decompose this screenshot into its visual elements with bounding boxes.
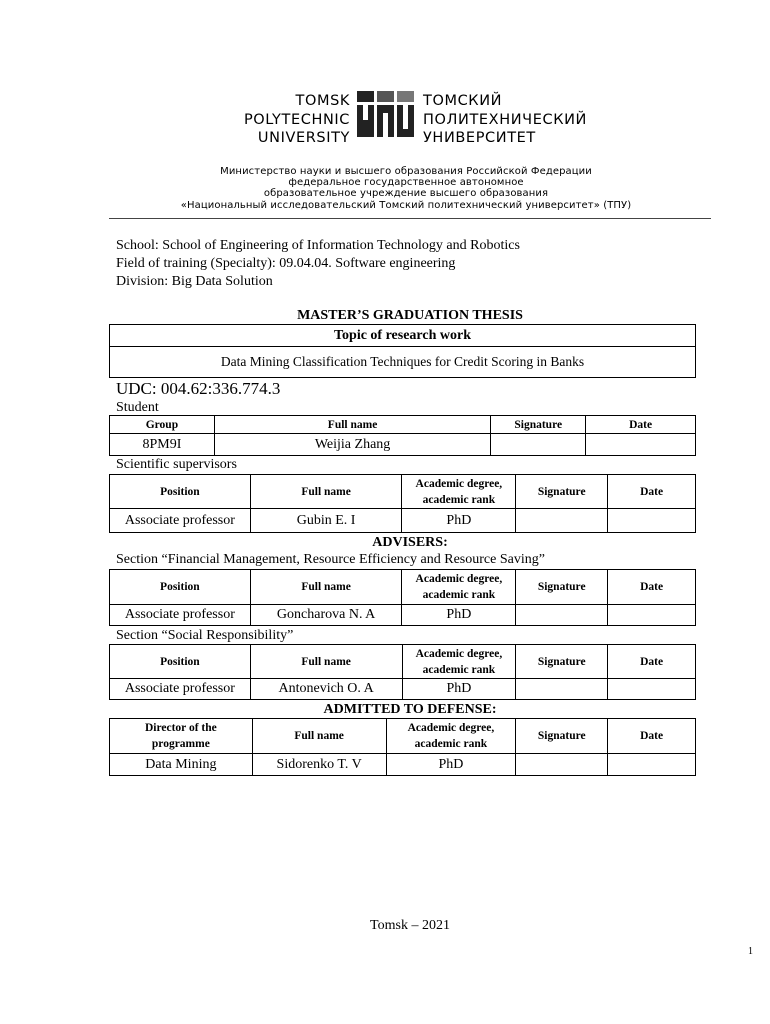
student-name: Weijia Zhang (214, 434, 490, 456)
adviser2-degree: PhD (402, 679, 516, 700)
header-date: Date (586, 416, 696, 434)
table-row (110, 605, 696, 626)
header-degree: Academic degree, academic rank (402, 475, 516, 509)
supervisor-name: Gubin E. I (250, 509, 402, 533)
ministry-line: Министерство науки и высшего образования Российской Федерации (220, 166, 592, 177)
header-group: Group (110, 416, 215, 434)
university-logo-icon (357, 91, 415, 139)
header-date: Date (608, 719, 696, 754)
student-label: Student (116, 400, 159, 415)
header-signature: Signature (516, 719, 608, 754)
student-group: 8PM9I (110, 434, 215, 456)
table-header-row (110, 475, 696, 509)
table-header-row (110, 719, 696, 754)
header-full-name: Full name (250, 475, 402, 509)
adviser1-position: Associate professor (110, 605, 251, 626)
student-signature (491, 434, 586, 456)
logo-line: УНИВЕРСИТЕТ (423, 130, 536, 146)
header-director: Director of the programme (110, 719, 253, 754)
page-number: 1 (748, 946, 753, 957)
advisers-title: ADVISERS: (372, 535, 448, 550)
logo-line: ПОЛИТЕХНИЧЕСКИЙ (423, 111, 587, 128)
supervisor-date (608, 509, 696, 533)
director-programme: Data Mining (110, 754, 253, 776)
ministry-line: «Национальный исследовательский Томский политехнический университет» (ТПУ) (180, 199, 632, 211)
adviser2-position: Associate professor (110, 679, 251, 700)
admitted-table (109, 718, 696, 776)
header-position: Position (110, 475, 251, 509)
topic-text: Data Mining Classification Techniques for Credit Scoring in Banks (220, 354, 585, 369)
table-header-row (110, 416, 696, 434)
header-signature: Signature (516, 570, 608, 605)
header-date: Date (608, 645, 696, 679)
adviser1-name: Goncharova N. A (250, 605, 402, 626)
adviser2-name: Antonevich O. A (250, 679, 402, 700)
supervisor-degree: PhD (402, 509, 516, 533)
director-signature (516, 754, 608, 776)
logo-text-en (200, 92, 350, 148)
division-line: Division: Big Data Solution (116, 274, 273, 289)
topic-box (109, 324, 696, 378)
ministry-line: федеральное государственное автономное (288, 177, 524, 189)
place-year: Tomsk – 2021 (370, 918, 450, 933)
thesis-title: MASTER’S GRADUATION THESIS (297, 308, 523, 323)
header-date: Date (608, 570, 696, 605)
school-line: School: School of Engineering of Information Technology and Robotics (116, 238, 520, 253)
adviser1-signature (516, 605, 608, 626)
field-line: Field of training (Specialty): 09.04.04. Software engineering (116, 256, 456, 271)
header-divider (109, 218, 711, 219)
header-full-name: Full name (250, 645, 402, 679)
director-date (608, 754, 696, 776)
logo-line: ТОМСКИЙ (423, 93, 503, 109)
header-full-name: Full name (250, 570, 402, 605)
logo-line: TOMSK (295, 93, 350, 109)
header-degree: Academic degree, academic rank (402, 645, 516, 679)
topic-label: Topic of research work (110, 325, 695, 347)
header-degree: Academic degree, academic rank (386, 719, 516, 754)
section1-label: Section “Financial Management, Resource Efficiency and Resource Saving” (116, 552, 545, 567)
section1-table (109, 569, 696, 626)
table-header-row (110, 645, 696, 679)
section2-label: Section “Social Responsibility” (116, 628, 294, 643)
header-date: Date (608, 475, 696, 509)
logo-line: UNIVERSITY (257, 130, 350, 146)
table-row (110, 509, 696, 533)
header-degree: Academic degree, academic rank (402, 570, 516, 605)
section2-table (109, 644, 696, 700)
logo-line: POLYTECHNIC (243, 111, 350, 128)
director-name: Sidorenko T. V (252, 754, 386, 776)
supervisors-table (109, 474, 696, 533)
table-row (110, 754, 696, 776)
adviser1-date (608, 605, 696, 626)
header-full-name: Full name (252, 719, 386, 754)
header-signature: Signature (491, 416, 586, 434)
header-full-name: Full name (214, 416, 490, 434)
header-position: Position (110, 570, 251, 605)
table-row (110, 434, 696, 456)
udc-code: UDC: 004.62:336.774.3 (116, 379, 281, 398)
supervisor-signature (516, 509, 608, 533)
header-position: Position (110, 645, 251, 679)
adviser1-degree: PhD (402, 605, 516, 626)
header-signature: Signature (516, 475, 608, 509)
director-degree: PhD (386, 754, 516, 776)
student-date (586, 434, 696, 456)
admitted-title: ADMITTED TO DEFENSE: (323, 702, 497, 717)
supervisors-label: Scientific supervisors (116, 457, 237, 472)
logo-text-ru (423, 92, 683, 148)
table-row (110, 679, 696, 700)
ministry-line: образовательное учреждение высшего образования (263, 188, 549, 200)
header-signature: Signature (516, 645, 608, 679)
supervisor-position: Associate professor (110, 509, 251, 533)
adviser2-date (608, 679, 696, 700)
table-header-row (110, 570, 696, 605)
ministry-block (130, 166, 682, 211)
adviser2-signature (516, 679, 608, 700)
student-table (109, 415, 696, 456)
